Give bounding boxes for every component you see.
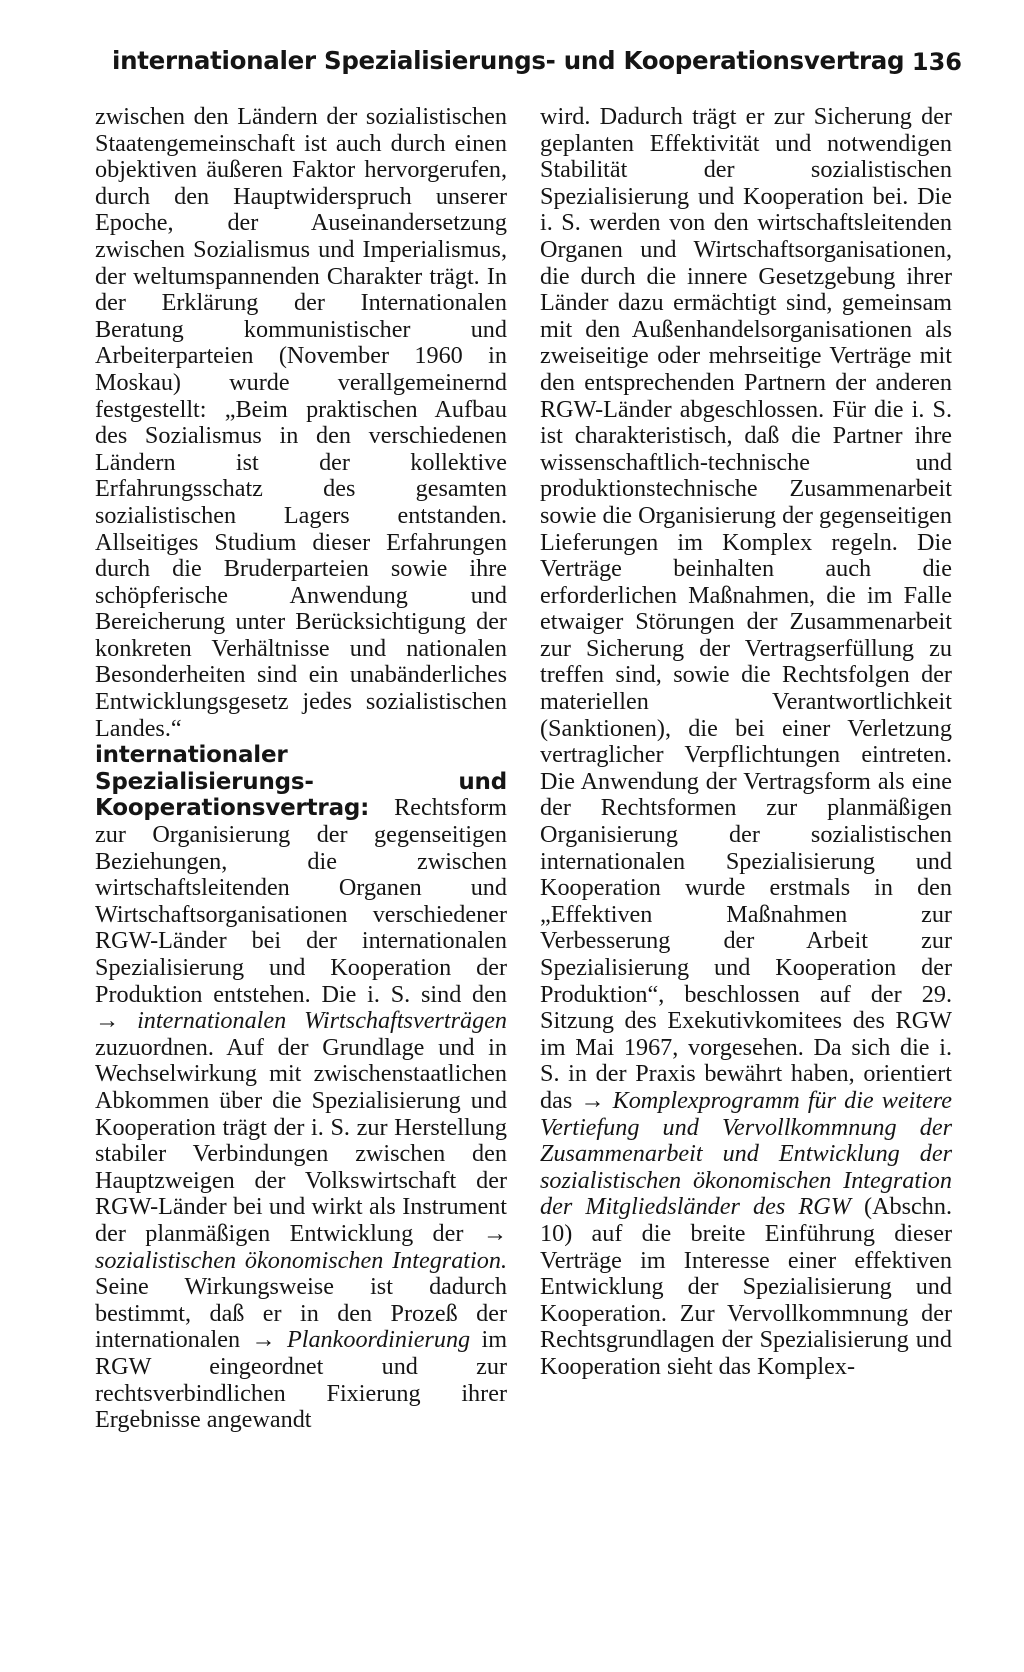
- entry-continuation-paragraph: [540, 104, 952, 1381]
- continuation-paragraph: zwischen den Ländern der sozialistischen Staatengemeinschaft ist auch durch einen objektiven äußeren Faktor hervorgerufen, durch den Hauptwiderspruch unserer Epoche, der Auseinandersetzung zwischen Sozialismus und Imperialismus, der weltumspannenden Charakter trägt. In der Erklärung der Internationalen Beratung kommunistischer und Arbeiterparteien (November 1960 in Moskau) wurde verallgemeinernd festgestellt: „Beim praktischen Aufbau des Sozialismus in den verschiedenen Ländern ist der kollektive Erfahrungsschatz des gesamten sozialistischen Lagers entstanden. Allseitiges Studium dieser Erfahrungen durch die Bruderparteien sowie ihre schöpferische Anwendung und Bereicherung unter Berücksichtigung der konkreten Verhältnisse und nationalen Besonderheiten sind ein unabänderliches Entwicklungsgesetz jedes sozialistischen Landes.“: [95, 103, 507, 742]
- dictionary-entry: [95, 742, 507, 1433]
- page-number: 136: [911, 48, 962, 76]
- entry-text: zuzuordnen. Auf der Grundlage und in Wechselwirkung mit zwischenstaatlichen Abkommen über die Spezialisierung und Kooperation trägt der i. S. zur Herstellung stabiler Verbindungen zwischen den Hauptzweigen der Volkswirtschaft der RGW-Länder bei und wirkt als Instrument der planmäßigen Entwicklung der: [95, 1033, 507, 1247]
- cross-reference-plankoordinierung[interactable]: Plankoordinierung: [286, 1326, 471, 1354]
- entry-text: wird. Dadurch trägt er zur Sicherung der geplanten Effektivität und notwendigen Stabilität der sozialistischen Spezialisierung und Kooperation bei. Die i. S. werden von den wirtschaftsleitenden Organen und Wirtschaftsorganisationen, die durch die innere Gesetzgebung ihrer Länder dazu ermächtigt sind, gemeinsam mit den Außenhandelsorganisationen als zweiseitige oder mehrseitige Verträge mit den entsprechenden Partnern der anderen RGW-Länder abgeschlossen. Für die i. S. ist charakteristisch, daß die Partner ihre wissenschaftlich-technische und produktionstechnische Zusammenarbeit sowie die Organisierung der gegenseitigen Lieferungen im Komplex regeln. Die Verträge beinhalten auch die erforderlichen Maßnahmen, die im Falle etwaiger Störungen der Zusammenarbeit zur Sicherung der Vertragserfüllung zu treffen sind, sowie die Rechtsfolgen der materiellen Verantwortlichkeit (Sanktionen), die bei einer Verletzung vertraglicher Verpflichtungen eintreten. Die Anwendung der Vertragsform als eine der Rechtsformen zur planmäßigen Organisierung der sozialistischen internationalen Spezialisierung und Kooperation wurde erstmals in den „Effektiven Maßnahmen zur Verbesserung der Arbeit zur Spezialisierung und Kooperation der Produktion“, beschlossen auf der 29. Sitzung des Exekutivkomitees des RGW im Mai 1967, vorgesehen. Da sich die i. S. in der Praxis bewährt haben, orientiert das: [540, 103, 952, 1114]
- entry-text: Rechtsform zur Organisierung der gegenseitigen Beziehungen, die zwischen wirtschaftsleitenden Organen und Wirtschaftsorganisationen verschiedener RGW-Länder bei der internationalen Spezialisierung und Kooperation der Produktion entstehen. Die i. S. sind den: [95, 794, 507, 1008]
- cross-reference-arrow-icon: →: [580, 1086, 605, 1114]
- entry-text: (Abschn. 10) auf die breite Einführung dieser Verträge im Interesse einer effektiven Entwicklung der Spezialisierung und Kooperation. Zur Vervollkommnung der Rechtsgrundlagen der Spezialisierung und Kooperation sieht das Komplex-: [540, 1193, 953, 1380]
- cross-reference-arrow-icon: →: [251, 1326, 276, 1354]
- running-title: internationaler Spezialisierungs- und Kooperationsvertrag: [112, 46, 905, 75]
- left-column: [95, 104, 507, 1434]
- cross-reference-oekonomische-integration[interactable]: sozialistischen ökonomischen Integration.: [95, 1246, 507, 1274]
- cross-reference-komplexprogramm[interactable]: Komplexprogramm für die weitere Vertiefung und Vervollkommnung der Zusammenarbeit und Entwicklung der sozialistischen ökonomischen Integration der Mitgliedsländer des RGW: [540, 1086, 953, 1221]
- right-column: [540, 104, 952, 1381]
- cross-reference-arrow-icon: →: [482, 1219, 507, 1247]
- entry-lemma: internationaler Spezialisierungs- und Kooperationsvertrag:: [95, 742, 507, 822]
- entry-text: Seine Wirkungsweise ist dadurch bestimmt, daß er in den Prozeß der internationalen: [95, 1273, 507, 1354]
- entry-text: im RGW eingeordnet und zur rechtsverbindlichen Fixierung ihrer Ergebnisse angewandt: [95, 1326, 508, 1434]
- cross-reference-arrow-icon: →: [95, 1007, 120, 1035]
- cross-reference-internationale-wirtschaftsvertraege[interactable]: internationalen Wirtschaftsverträgen: [137, 1007, 507, 1035]
- running-head: [112, 42, 962, 86]
